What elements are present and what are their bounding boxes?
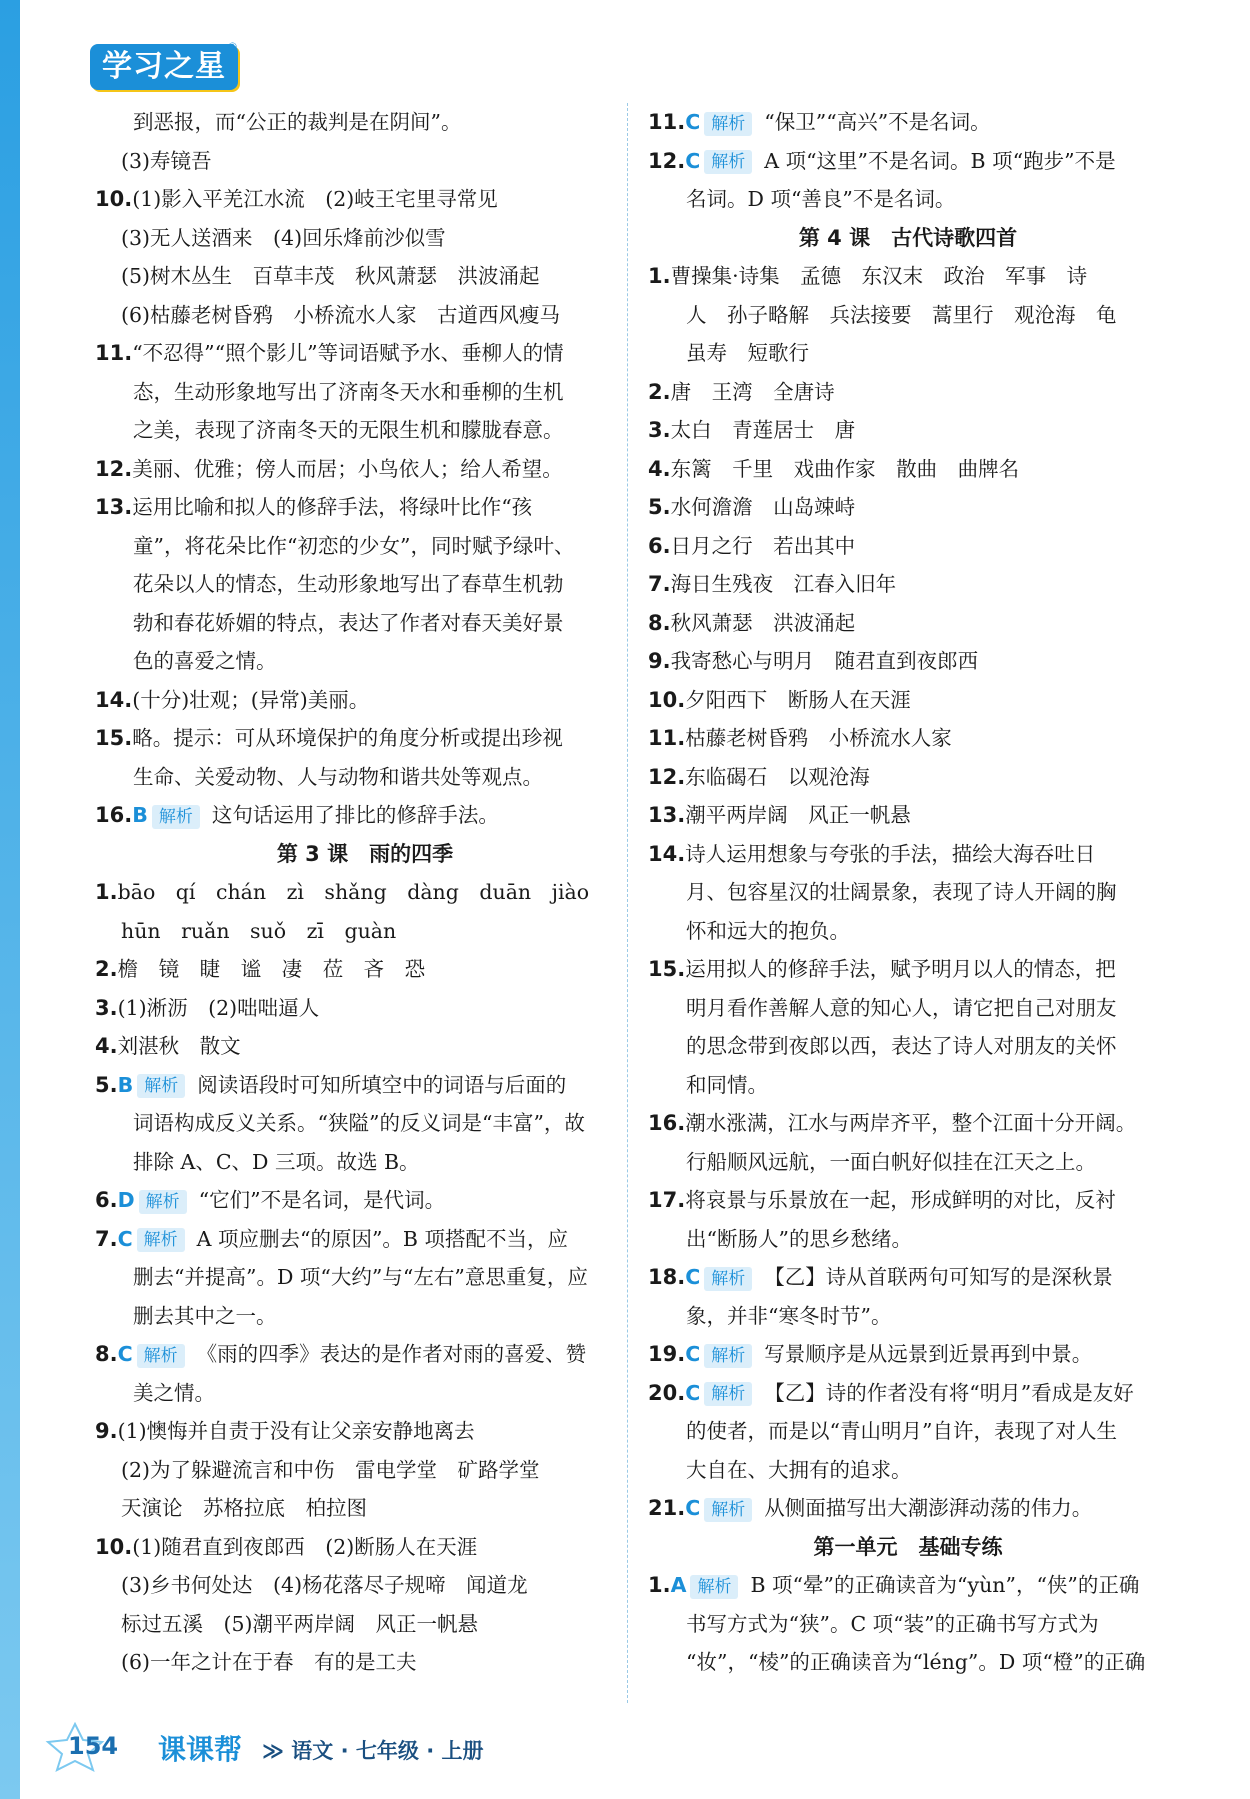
- answer-text: 太白 青莲居士 唐: [670, 418, 856, 442]
- answer-text: 书写方式为“狭”。C 项“装”的正确书写方式为: [686, 1611, 1099, 1636]
- question-number: 14.: [648, 841, 686, 866]
- question-number: 5.: [648, 495, 671, 519]
- answer-line: [648, 103, 1168, 142]
- answer-text: 怀和远大的抱负。: [686, 918, 850, 943]
- answer-choice: B: [132, 803, 148, 827]
- lesson-heading: [95, 835, 635, 874]
- answer-text: 略。提示：可从环境保护的角度分析或提出珍视: [132, 726, 563, 750]
- question-number: 11.: [648, 726, 686, 750]
- answer-line: [648, 989, 1168, 1028]
- answer-line: [95, 1027, 635, 1066]
- answer-text: 明月看作善解人意的知心人，请它把自己对朋友: [686, 995, 1117, 1020]
- answer-line: [95, 1528, 635, 1567]
- question-number: 4.: [95, 1034, 118, 1058]
- question-number: 11.: [648, 110, 686, 134]
- answer-line: [95, 373, 635, 412]
- left-accent-bar: [0, 0, 20, 1799]
- answer-line: [95, 719, 635, 758]
- question-number: 1.: [648, 1573, 671, 1597]
- question-number: 8.: [648, 610, 671, 635]
- answer-line: [648, 1143, 1168, 1182]
- answer-text: (5)树木丛生 百草丰茂 秋风萧瑟 洪波涌起: [121, 264, 540, 288]
- answer-text: 童”，将花朵比作“初恋的少女”，同时赋予绿叶、: [133, 533, 575, 558]
- answer-text: 色的喜爱之情。: [133, 649, 277, 673]
- answer-line: [95, 873, 635, 912]
- question-number: 20.: [648, 1380, 686, 1405]
- answer-line: [648, 334, 1168, 373]
- answer-line: [648, 257, 1168, 296]
- question-number: 12.: [648, 764, 686, 789]
- question-number: 4.: [648, 456, 671, 481]
- answer-choice: C: [685, 1380, 701, 1405]
- answer-text: 之美，表现了济南冬天的无限生机和朦胧春意。: [133, 418, 564, 442]
- answer-line: [648, 873, 1168, 912]
- answer-line: [95, 681, 635, 720]
- answer-line: [648, 1335, 1168, 1374]
- answer-text: 大自在、大拥有的追求。: [686, 1457, 912, 1482]
- answer-text: 【乙】诗从首联两句可知写的是深秋景: [764, 1265, 1113, 1289]
- analysis-tag: 解析: [690, 1575, 738, 1599]
- answer-line: [648, 450, 1168, 489]
- question-number: 10.: [95, 187, 133, 211]
- page-footer: [30, 1722, 630, 1772]
- analysis-tag: 解析: [139, 1190, 187, 1214]
- question-number: 12.: [648, 148, 686, 173]
- answer-text: 唐 王湾 全唐诗: [670, 379, 835, 404]
- answer-line: [95, 1605, 635, 1644]
- answer-text: A 项应删去“的原因”。B 项搭配不当，应: [196, 1226, 569, 1251]
- answer-line: [95, 1220, 635, 1259]
- question-number: 15.: [95, 726, 133, 750]
- answer-text: 潮水涨满，江水与两岸齐平，整个江面十分开阔。: [685, 1111, 1137, 1135]
- answer-choice: C: [685, 1342, 701, 1366]
- answer-line: [648, 1605, 1168, 1644]
- answer-text: (3)寿镜吾: [121, 148, 212, 173]
- answer-text: A 项“这里”不是名词。B 项“跑步”不是: [764, 148, 1116, 173]
- answer-choice: C: [117, 1226, 133, 1251]
- question-number: 9.: [648, 649, 671, 673]
- answer-line: [95, 1374, 635, 1413]
- answer-text: 夕阳西下 断肠人在天涯: [685, 687, 911, 712]
- answer-text: (2)为了躲避流言和中伤 雷电学堂 矿路学堂: [121, 1457, 540, 1482]
- answer-line: [95, 411, 635, 450]
- answer-choice: A: [670, 1573, 687, 1597]
- answer-choice: C: [685, 1496, 701, 1520]
- answer-text: 我寄愁心与明月 随君直到夜郎西: [670, 649, 979, 673]
- answer-text: “妆”，“棱”的正确读音为“léng”。D 项“橙”的正确: [686, 1650, 1146, 1674]
- answer-text: 秋风萧瑟 洪波涌起: [670, 610, 856, 635]
- answer-line: [95, 758, 635, 797]
- analysis-tag: 解析: [704, 1498, 752, 1522]
- question-number: 13.: [95, 495, 133, 519]
- answer-text: 将哀景与乐景放在一起，形成鲜明的对比，反衬: [685, 1188, 1116, 1212]
- analysis-tag: 解析: [137, 1228, 185, 1252]
- answer-text: 生命、关爱动物、人与动物和谐共处等观点。: [133, 764, 543, 789]
- question-number: 1.: [648, 264, 671, 288]
- answer-text: 运用拟人的修辞手法，赋予明月以人的情态，把: [685, 957, 1116, 981]
- answer-text: “不忍得”“照个影儿”等词语赋予水、垂柳人的情: [132, 341, 564, 365]
- answer-text: 的使者，而是以“青山明月”自许，表现了对人生: [686, 1419, 1117, 1443]
- answer-text: 从侧面描写出大潮澎湃动荡的伟力。: [764, 1496, 1093, 1520]
- answer-line: [648, 488, 1168, 527]
- answer-line: [648, 719, 1168, 758]
- answer-text: (1)随君直到夜郎西 (2)断肠人在天涯: [132, 1534, 478, 1559]
- question-number: 16.: [648, 1111, 686, 1135]
- answer-line: [95, 1451, 635, 1490]
- answer-text: 排除 A、C、D 三项。故选 B。: [133, 1149, 420, 1174]
- answer-line: [95, 604, 635, 643]
- answer-text: (3)无人送酒来 (4)回乐烽前沙似雪: [121, 225, 446, 250]
- answer-text: 潮平两岸阔 风正一帆悬: [685, 803, 911, 827]
- answer-line: [95, 180, 635, 219]
- answer-text: bāo qí chán zì shǎng dàng duān jiào: [117, 880, 590, 904]
- analysis-tag: 解析: [137, 1074, 185, 1098]
- answer-line: [95, 1566, 635, 1605]
- question-number: 2.: [648, 379, 671, 404]
- question-number: 18.: [648, 1265, 686, 1289]
- answer-line: [95, 488, 635, 527]
- answer-text: (6)枯藤老树昏鸦 小桥流水人家 古道西风瘦马: [121, 302, 561, 327]
- question-number: 12.: [95, 456, 133, 481]
- question-number: 10.: [95, 1534, 133, 1559]
- answer-choice: C: [685, 148, 701, 173]
- question-number: 7.: [648, 572, 671, 596]
- answer-text: 曹操集·诗集 孟德 东汉末 政治 军事 诗: [670, 264, 1088, 288]
- answer-text: 天演论 苏格拉底 柏拉图: [121, 1496, 367, 1520]
- answer-text: 阅读语段时可知所填空中的词语与后面的: [197, 1072, 567, 1097]
- answer-line: [648, 835, 1168, 874]
- page-number: 154: [68, 1732, 119, 1760]
- answer-text: 第一单元 基础专练: [813, 1534, 1003, 1559]
- answer-text: 美丽、优雅；傍人而居；小鸟依人；给人希望。: [132, 456, 563, 481]
- answer-text: hūn ruǎn suǒ zī guàn: [121, 918, 397, 943]
- answer-line: [648, 1066, 1168, 1105]
- answer-line: [95, 1104, 635, 1143]
- answer-text: 枯藤老树昏鸦 小桥流水人家: [685, 726, 952, 750]
- question-number: 14.: [95, 687, 133, 712]
- analysis-tag: 解析: [704, 150, 752, 174]
- question-number: 13.: [648, 803, 686, 827]
- answer-text: (1)懊悔并自责于没有让父亲安静地离去: [117, 1419, 475, 1443]
- answer-line: [95, 334, 635, 373]
- analysis-tag: 解析: [152, 805, 200, 829]
- analysis-tag: 解析: [137, 1344, 185, 1368]
- footer-brand: 课课帮: [158, 1733, 243, 1766]
- answer-text: 词语构成反义关系。“狭隘”的反义词是“丰富”，故: [133, 1111, 585, 1135]
- answer-text: 诗人运用想象与夸张的手法，描绘大海吞吐日: [685, 841, 1096, 866]
- answer-choice: B: [117, 1072, 134, 1097]
- answer-text: (6)一年之计在于春 有的是工夫: [121, 1650, 417, 1674]
- question-number: 6.: [95, 1188, 118, 1212]
- answer-choice: D: [117, 1188, 135, 1212]
- answer-choice: C: [685, 1265, 701, 1289]
- answer-text: 月、包容星汉的壮阔景象，表现了诗人开阔的胸: [686, 880, 1117, 904]
- answer-line: [95, 950, 635, 989]
- answer-line: [95, 1297, 635, 1336]
- answer-column-left: [95, 103, 635, 1682]
- answer-line: [648, 1643, 1168, 1682]
- answer-line: [648, 1027, 1168, 1066]
- answer-text: 美之情。: [133, 1380, 215, 1405]
- answer-line: [95, 989, 635, 1028]
- answer-text: B 项“晕”的正确读音为“yùn”，“侠”的正确: [750, 1573, 1140, 1597]
- answer-text: 虽寿 短歌行: [686, 341, 809, 365]
- book-info: ≫ 语文 · 七年级 · 上册: [262, 1739, 484, 1763]
- answer-text: 刘湛秋 散文: [117, 1034, 241, 1058]
- publisher-logo: 学习之星: [90, 44, 238, 90]
- answer-line: [95, 1258, 635, 1297]
- answer-text: 【乙】诗的作者没有将“明月”看成是友好: [764, 1380, 1134, 1405]
- analysis-tag: 解析: [704, 1382, 752, 1406]
- answer-column-right: [648, 103, 1168, 1682]
- answer-line: [648, 681, 1168, 720]
- answer-text: (3)乡书何处达 (4)杨花落尽子规啼 闻道龙: [121, 1573, 528, 1597]
- answer-text: 这句话运用了排比的修辞手法。: [211, 803, 499, 827]
- answer-line: [95, 1066, 635, 1105]
- column-divider: [627, 103, 628, 1703]
- answer-line: [95, 1143, 635, 1182]
- answer-line: [648, 1220, 1168, 1259]
- question-number: 9.: [95, 1419, 118, 1443]
- analysis-tag: 解析: [704, 1344, 752, 1368]
- answer-line: [95, 1335, 635, 1374]
- answer-text: 和同情。: [686, 1072, 768, 1097]
- question-number: 11.: [95, 341, 133, 365]
- answer-text: 檐 镜 睫 谧 凄 莅 吝 恐: [117, 957, 426, 981]
- answer-text: 象，并非“寒冬时节”。: [686, 1303, 892, 1328]
- lesson-heading: [648, 219, 1168, 258]
- answer-line: [648, 912, 1168, 951]
- question-number: 7.: [95, 1226, 118, 1251]
- answer-line: [648, 411, 1168, 450]
- question-number: 6.: [648, 533, 671, 558]
- answer-text: 删去其中之一。: [133, 1303, 277, 1328]
- answer-line: [648, 565, 1168, 604]
- answer-line: [95, 219, 635, 258]
- answer-text: “保卫”“高兴”不是名词。: [764, 110, 991, 134]
- answer-line: [95, 450, 635, 489]
- answer-text: 标过五溪 (5)潮平两岸阔 风正一帆悬: [121, 1611, 479, 1636]
- answer-text: 《雨的四季》表达的是作者对雨的喜爱、赞: [196, 1342, 587, 1366]
- answer-line: [648, 1104, 1168, 1143]
- answer-text: (1)淅沥 (2)咄咄逼人: [117, 995, 320, 1020]
- answer-text: 东临碣石 以观沧海: [685, 764, 870, 789]
- question-number: 3.: [648, 418, 671, 442]
- answer-text: 名词。D 项“善良”不是名词。: [686, 187, 956, 211]
- answer-text: 东篱 千里 戏曲作家 散曲 曲牌名: [670, 456, 1020, 481]
- answer-line: [648, 527, 1168, 566]
- analysis-tag: 解析: [704, 1267, 752, 1291]
- answer-text: (十分)壮观；(异常)美丽。: [132, 687, 370, 712]
- answer-line: [648, 142, 1168, 181]
- answer-line: [648, 1181, 1168, 1220]
- answer-text: 花朵以人的情态，生动形象地写出了春草生机勃: [133, 572, 564, 596]
- answer-line: [648, 1297, 1168, 1336]
- answer-line: [648, 1412, 1168, 1451]
- question-number: 21.: [648, 1496, 686, 1520]
- answer-line: [95, 142, 635, 181]
- answer-text: 到恶报，而“公正的裁判是在阴间”。: [133, 110, 462, 134]
- answer-line: [95, 642, 635, 681]
- answer-line: [648, 1566, 1168, 1605]
- answer-text: 日月之行 若出其中: [670, 533, 856, 558]
- question-number: 5.: [95, 1072, 118, 1097]
- answer-line: [95, 912, 635, 951]
- answer-text: 的思念带到夜郎以西，表达了诗人对朋友的关怀: [686, 1034, 1117, 1058]
- answer-text: 删去“并提高”。D 项“大约”与“左右”意思重复，应: [133, 1265, 588, 1289]
- answer-line: [95, 527, 635, 566]
- answer-line: [95, 296, 635, 335]
- answer-line: [648, 1258, 1168, 1297]
- answer-line: [95, 565, 635, 604]
- question-number: 10.: [648, 687, 686, 712]
- answer-line: [95, 796, 635, 835]
- answer-line: [648, 373, 1168, 412]
- answer-line: [648, 1374, 1168, 1413]
- answer-text: 人 孙子略解 兵法接要 蒿里行 观沧海 龟: [686, 302, 1117, 327]
- answer-line: [648, 180, 1168, 219]
- answer-line: [648, 1489, 1168, 1528]
- question-number: 3.: [95, 995, 118, 1020]
- question-number: 2.: [95, 957, 118, 981]
- lesson-heading: [648, 1528, 1168, 1567]
- answer-line: [95, 103, 635, 142]
- answer-line: [648, 1451, 1168, 1490]
- question-number: 19.: [648, 1342, 686, 1366]
- answer-line: [648, 604, 1168, 643]
- answer-text: 态，生动形象地写出了济南冬天水和垂柳的生机: [133, 379, 564, 404]
- answer-text: 行船顺风远航，一面白帆好似挂在江天之上。: [686, 1149, 1096, 1174]
- answer-line: [95, 1181, 635, 1220]
- answer-text: 运用比喻和拟人的修辞手法，将绿叶比作“孩: [132, 495, 533, 519]
- answer-text: 海日生残夜 江春入旧年: [670, 572, 897, 596]
- answer-text: 出“断肠人”的思乡愁绪。: [686, 1226, 912, 1251]
- answer-choice: C: [117, 1342, 133, 1366]
- answer-text: “它们”不是名词，是代词。: [198, 1188, 446, 1212]
- answer-text: 勃和春花娇媚的特点，表达了作者对春天美好景: [133, 610, 564, 635]
- question-number: 1.: [95, 880, 118, 904]
- answer-line: [95, 257, 635, 296]
- answer-line: [95, 1412, 635, 1451]
- answer-choice: C: [685, 110, 701, 134]
- question-number: 16.: [95, 803, 133, 827]
- answer-text: 水何澹澹 山岛竦峙: [670, 495, 856, 519]
- answer-text: 写景顺序是从远景到近景再到中景。: [764, 1342, 1093, 1366]
- question-number: 8.: [95, 1342, 118, 1366]
- answer-line: [95, 1643, 635, 1682]
- question-number: 15.: [648, 957, 686, 981]
- question-number: 17.: [648, 1188, 686, 1212]
- answer-line: [95, 1489, 635, 1528]
- analysis-tag: 解析: [704, 112, 752, 136]
- answer-line: [648, 758, 1168, 797]
- answer-text: (1)影入平羌江水流 (2)岐王宅里寻常见: [132, 187, 498, 211]
- answer-line: [648, 642, 1168, 681]
- answer-text: 第 3 课 雨的四季: [276, 841, 454, 866]
- answer-line: [648, 950, 1168, 989]
- answer-line: [648, 296, 1168, 335]
- answer-line: [648, 796, 1168, 835]
- registered-mark: ®: [227, 40, 238, 53]
- answer-text: 第 4 课 古代诗歌四首: [798, 225, 1018, 250]
